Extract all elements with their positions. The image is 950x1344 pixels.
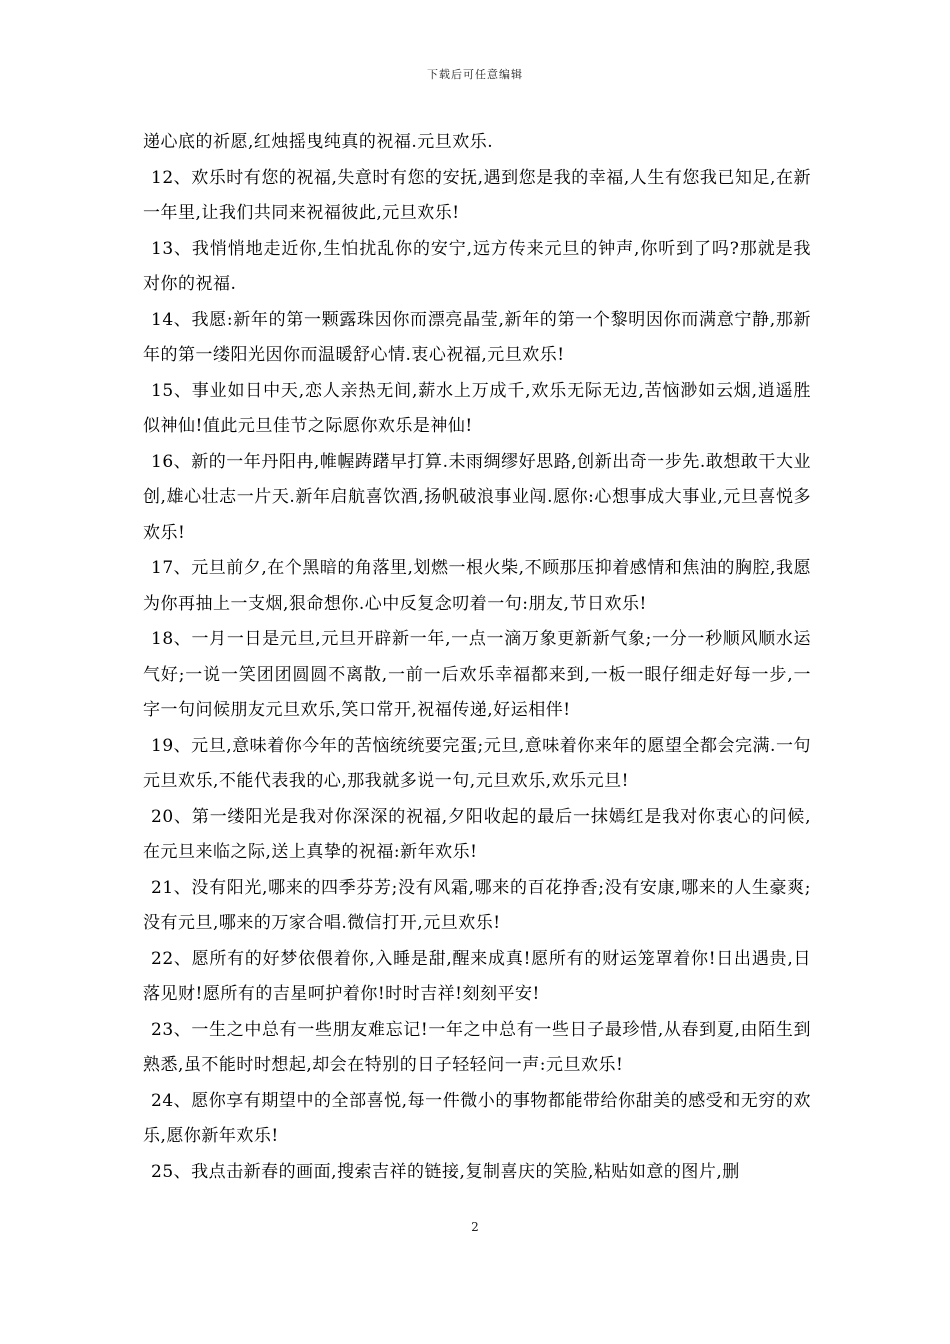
page-header: 下载后可任意编辑 — [427, 68, 523, 81]
paragraph-item-13: 13、我悄悄地走近你,生怕扰乱你的安宁,远方传来元旦的钟声,你听到了吗?那就是我对你的祝福. — [143, 238, 811, 294]
paragraph-item-22: 22、愿所有的好梦依偎着你,入睡是甜,醒来成真!愿所有的财运笼罩着你!日出遇贵,日落见财!愿所有的吉星呵护着你!时时吉祥!刻刻平安! — [143, 948, 811, 1004]
paragraph-continuation: 递心底的祈愿,红烛摇曳纯真的祝福.元旦欢乐. — [143, 132, 494, 152]
paragraph-item-23: 23、一生之中总有一些朋友难忘记!一年之中总有一些日子最珍惜,从春到夏,由陌生到熟悉,虽不能时时想起,却会在特别的日子轻轻问一声:元旦欢乐! — [143, 1019, 811, 1075]
paragraph-item-24: 24、愿你享有期望中的全部喜悦,每一件微小的事物都能带给你甜美的感受和无穷的欢乐,愿你新年欢乐! — [143, 1090, 811, 1146]
page-number: 2 — [471, 1220, 479, 1234]
paragraph-item-18: 18、一月一日是元旦,元旦开辟新一年,一点一滴万象更新新气象;一分一秒顺风顺水运气好;一说一笑团团圆圆不离散,一前一后欢乐幸福都来到,一板一眼仔细走好每一步,一字一句问候朋友元旦欢乐,笑口常开,祝福传递,好运相伴! — [143, 629, 811, 720]
paragraph-item-16: 16、新的一年丹阳冉,帷幄踌躇早打算.未雨绸缪好思路,创新出奇一步先.敢想敢干大业创,雄心壮志一片天.新年启航喜饮酒,扬帆破浪事业闯.愿你:心想事成大事业,元旦喜悦多欢乐! — [143, 451, 811, 543]
paragraph-item-12: 12、欢乐时有您的祝福,失意时有您的安抚,遇到您是我的幸福,人生有您我已知足,在新一年里,让我们共同来祝福彼此,元旦欢乐! — [143, 167, 811, 223]
paragraph-item-21: 21、没有阳光,哪来的四季芬芳;没有风霜,哪来的百花挣香;没有安康,哪来的人生豪爽;没有元旦,哪来的万家合唱.微信打开,元旦欢乐! — [143, 877, 811, 933]
paragraph-item-15: 15、事业如日中天,恋人亲热无间,薪水上万成千,欢乐无际无边,苦恼渺如云烟,逍遥胜似神仙!值此元旦佳节之际愿你欢乐是神仙! — [143, 380, 811, 436]
paragraph-item-17: 17、元旦前夕,在个黑暗的角落里,划燃一根火柴,不顾那压抑着感情和焦油的胸腔,我愿为你再抽上一支烟,狠命想你.心中反复念叨着一句:朋友,节日欢乐! — [143, 558, 811, 614]
document-body — [143, 125, 811, 1190]
paragraph-item-25: 25、我点击新春的画面,搜索吉祥的链接,复制喜庆的笑脸,粘贴如意的图片,删 — [151, 1161, 740, 1182]
paragraph-item-19: 19、元旦,意味着你今年的苦恼统统要完蛋;元旦,意味着你来年的愿望全都会完满.一句元旦欢乐,不能代表我的心,那我就多说一句,元旦欢乐,欢乐元旦! — [143, 735, 811, 791]
paragraph-item-20: 20、第一缕阳光是我对你深深的祝福,夕阳收起的最后一抹嫣红是我对你衷心的问候,在元旦来临之际,送上真挚的祝福:新年欢乐! — [143, 806, 811, 862]
paragraph-item-14: 14、我愿:新年的第一颗露珠因你而漂亮晶莹,新年的第一个黎明因你而满意宁静,那新年的第一缕阳光因你而温暖舒心情.衷心祝福,元旦欢乐! — [143, 309, 811, 365]
